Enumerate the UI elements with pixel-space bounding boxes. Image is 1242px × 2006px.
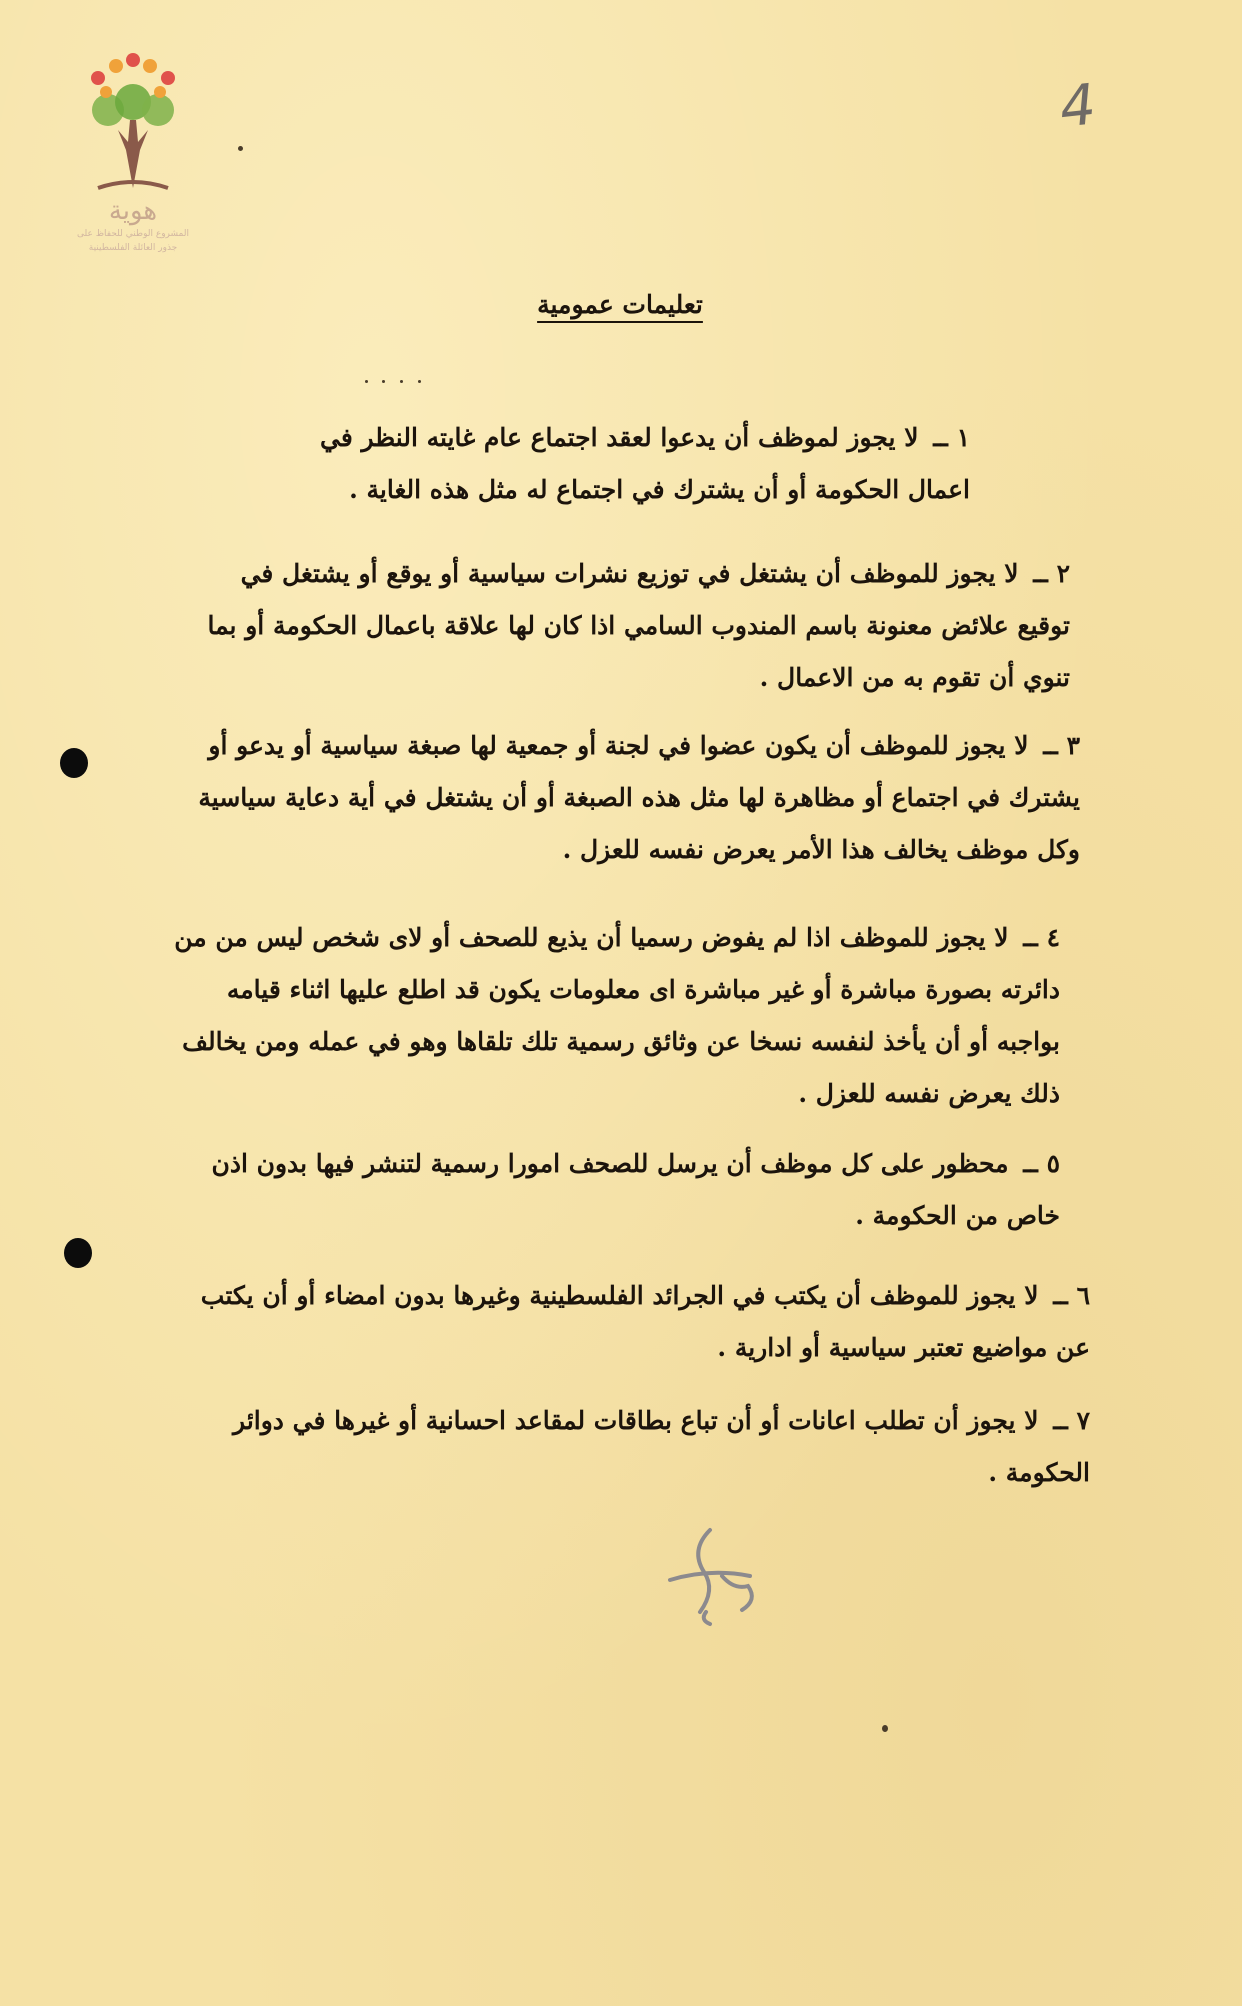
paper-speck — [382, 380, 385, 383]
instruction-item-7 — [190, 1395, 1090, 1499]
punch-hole — [60, 748, 88, 778]
paper-speck — [238, 146, 243, 151]
item-number: ٣ ــ — [1043, 731, 1080, 760]
punch-hole — [64, 1238, 92, 1268]
item-number: ٧ ــ — [1053, 1406, 1090, 1435]
instruction-item-5 — [160, 1138, 1060, 1242]
instruction-item-3 — [160, 720, 1080, 876]
watermark-logo — [58, 50, 208, 254]
paper-speck — [365, 380, 368, 383]
item-text: لا يجوز للموظف أن يكتب في الجرائد الفلسطينية وغيرها بدون امضاء أو أن يكتب عن مواضيع تعتبر سياسية أو ادارية . — [200, 1281, 1090, 1362]
page-number: 4 — [1056, 72, 1099, 141]
logo-tagline-line1: المشروع الوطني للحفاظ على — [76, 229, 189, 239]
paper-speck — [882, 1725, 888, 1732]
signature-initials-mark — [630, 1520, 790, 1630]
instruction-item-6 — [160, 1270, 1090, 1374]
instruction-item-1 — [250, 412, 970, 516]
item-text: لا يجوز للموظف أن يكون عضوا في لجنة أو جمعية لها صبغة سياسية أو يدعو أو يشترك في اجتماع أو مظاهرة لها مثل هذه الصبغة أو أن يشتغل في أية دعاية سياسية وكل موظف يخالف هذا الأمر يعرض نفسه للعزل . — [198, 731, 1080, 864]
item-text: لا يجوز للموظف اذا لم يفوض رسميا أن يذيع للصحف أو لاى شخص ليس من من دائرته بصورة مباشرة أو غير مباشرة اى معلومات يكون قد اطلع عليها اثناء قيامه بواجبه أو أن يأخذ لنفسه نسخا عن وثائق رسمية تلك تلقاها وهو في عمله ومن يخالف ذلك يعرض نفسه للعزل . — [174, 923, 1060, 1108]
logo-tagline-line2: جذور العائلة الفلسطينية — [88, 243, 178, 253]
instruction-item-2 — [190, 548, 1070, 704]
paper-speck — [400, 380, 403, 383]
item-text: لا يجوز أن تطلب اعانات أو أن تباع بطاقات لمقاعد احسانية أو غيرها في دوائر الحكومة . — [233, 1406, 1090, 1487]
item-text: محظور على كل موظف أن يرسل للصحف امورا رسمية لتنشر فيها بدون اذن خاص من الحكومة . — [211, 1149, 1060, 1230]
item-text: لا يجوز للموظف أن يشتغل في توزيع نشرات سياسية أو يوقع أو يشتغل في توقيع علائض معنونة باسم المندوب السامي اذا كان لها علاقة باعمال الحكومة أو بما تنوي أن تقوم به من الاعمال . — [207, 559, 1070, 692]
logo-brand-text: هوية — [108, 196, 158, 226]
instruction-item-4 — [160, 912, 1060, 1120]
item-number: ١ ــ — [933, 423, 970, 452]
item-number: ٦ ــ — [1053, 1281, 1090, 1310]
item-number: ٤ ــ — [1023, 923, 1060, 952]
tree-logo-icon — [78, 50, 188, 190]
item-number: ٥ ــ — [1023, 1149, 1060, 1178]
item-number: ٢ ــ — [1033, 559, 1070, 588]
document-title: تعليمات عمومية — [537, 290, 703, 319]
item-text: لا يجوز لموظف أن يدعوا لعقد اجتماع عام غايته النظر في اعمال الحكومة أو أن يشترك في اجتماع له مثل هذه الغاية . — [319, 423, 970, 504]
paper-speck — [418, 380, 421, 383]
